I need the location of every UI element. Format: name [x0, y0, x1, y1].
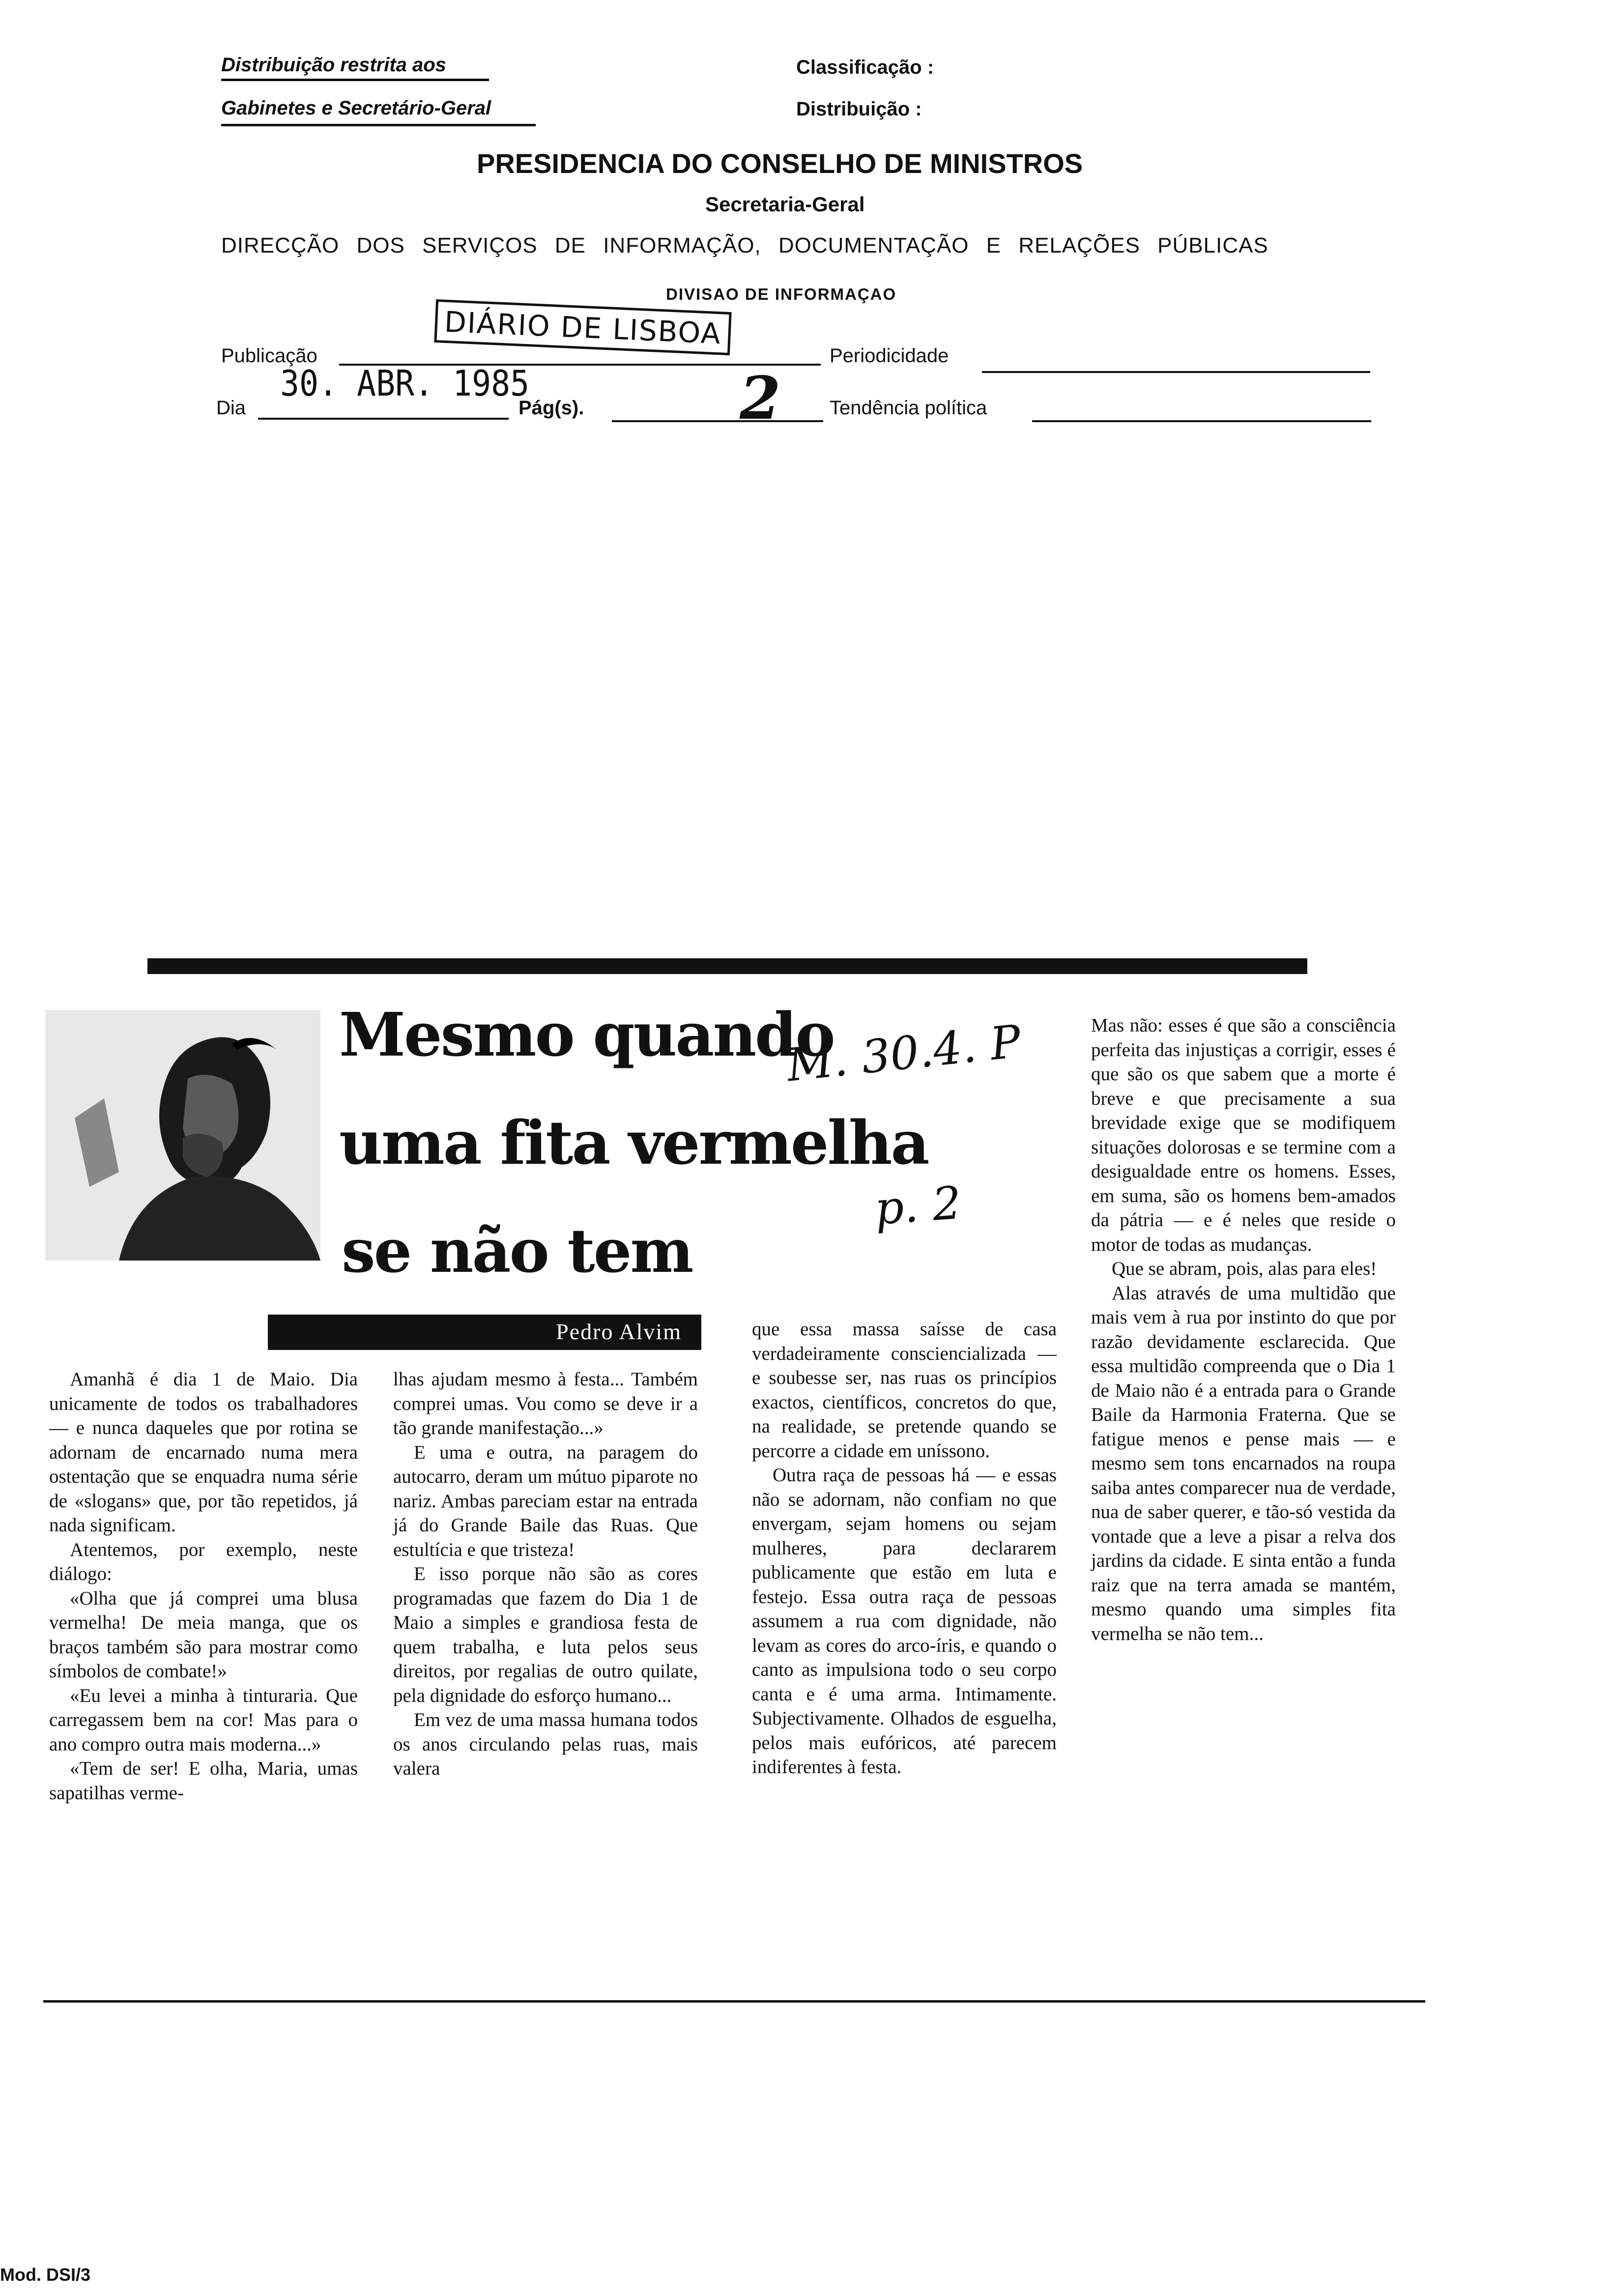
- col1-paragraph: Amanhã é dia 1 de Maio. Dia unicamente de todos os trabalhadores — e nunca daqueles que por rotina se adornam de encarnado numa mera ostentação que se enquadra numa série de «slogans» que, por tão repetidos, já nada significam.: [49, 1369, 358, 1536]
- handwritten-date-note: M. 30.4. P: [784, 1015, 1024, 1092]
- author-bar: [268, 1315, 701, 1350]
- political-tendency-field-line: [1032, 420, 1371, 422]
- publication-stamp-text: DIÁRIO DE LISBOA: [443, 305, 722, 351]
- distribution-label: Distribuição :: [796, 98, 922, 120]
- col2-paragraph: E uma e outra, na paragem do autocarro, deram um mútuo piparote no nariz. Ambas pareciam estar na entrada já do Grande Baile das Ruas. Que estultícia e que tristeza!: [393, 1441, 698, 1560]
- underline: [221, 124, 536, 126]
- top-rule-bar: [147, 958, 1307, 974]
- org-title: PRESIDENCIA DO CONSELHO DE MINISTROS: [477, 148, 1083, 179]
- distribution-note-line1: Distribuição restrita aos: [221, 54, 446, 76]
- form-code: Mod. DSI/3: [0, 2265, 91, 2285]
- date-stamp: 30. ABR. 1985: [280, 363, 530, 404]
- col1-paragraph: «Olha que já comprei uma blusa vermelha! De meia manga, que os braços também são para mostrar como símbolos de combate!»: [49, 1587, 358, 1682]
- col4-paragraph: Alas através de uma multidão que mais vem à rua por instinto do que por razão devidamente esclarecida. Que essa multidão compreenda que o Dia 1 de Maio não é a entrada para o Grande Baile da Harmonia Fraterna. Que se fatigue menos e pense mais — e mesmo sem tons encarnados na roupa saiba antes comparecer nua de verdade, nua de saber querer, e tão-só vestida da vontade que a leve a pisar a relva dos jardins da cidade. E sinta então a funda raiz que na terra amada se mantém, mesmo quando uma simples fita vermelha se não tem...: [1091, 1282, 1396, 1644]
- col3-paragraph: que essa massa saísse de casa verdadeiramente consciencializada — e soubesse ser, nas ruas os princípios exactos, científicos, concretos do que, na realidade, se pretende quando se percorre a cidade em uníssono.: [752, 1319, 1057, 1462]
- headline-line-3: se não tem: [342, 1215, 692, 1286]
- classification-label: Classificação :: [796, 57, 934, 78]
- division-line: DIVISAO DE INFORMAÇAO: [666, 285, 897, 303]
- publication-stamp: [434, 299, 731, 355]
- publication-label: Publicação: [221, 345, 317, 367]
- author-photo: [45, 1010, 320, 1261]
- pages-label: Pág(s).: [518, 397, 584, 419]
- day-field-line: [258, 418, 509, 420]
- col2-paragraph: lhas ajudam mesmo à festa... Também comprei umas. Vou como se deve ir a tão grande manifestação...»: [393, 1369, 698, 1438]
- col1-paragraph: «Tem de ser! E olha, Maria, umas sapatilhas verme-: [49, 1758, 358, 1804]
- author-name: Pedro Alvim: [556, 1319, 682, 1344]
- periodicity-label: Periodicidade: [830, 345, 949, 367]
- headline-line-1: Mesmo quando: [339, 999, 834, 1070]
- handwritten-page-note: p. 2: [873, 1176, 963, 1235]
- org-subtitle: Secretaria-Geral: [705, 193, 865, 216]
- col3-paragraph: Outra raça de pessoas há — e essas não se adornam, não confiam no que envergam, sejam homens ou sejam mulheres, para declararem publicamente que estão em luta e festejo. Essa outra raça de pessoas assumem a rua com dignidade, não levam as cores do arco-íris, e quando o canto as impulsiona todo o seu corpo canta e é uma arma. Intimamente. Subjectivamente. Olhados de esguelha, pelos mais eufóricos, até parecem indiferentes à festa.: [752, 1464, 1057, 1778]
- article-column-4: [1091, 1013, 1396, 1646]
- periodicity-field-line: [982, 371, 1370, 373]
- bottom-rule: [43, 2000, 1425, 2003]
- col2-paragraph: Em vez de uma massa humana todos os anos circulando pelas ruas, mais valera: [393, 1709, 698, 1779]
- col4-paragraph: Mas não: esses é que são a consciência perfeita das injustiças a corrigir, esses é que são os que sabem que a morte é breve e que precisamente a sua brevidade exige que se modifiquem situações dolorosas e se termine com a desigualdade entre os homens. Esses, em suma, são os homens bem-amados da pátria — e é neles que reside o motor de todas as mudanças.: [1091, 1015, 1396, 1255]
- pages-field-line: [612, 420, 823, 422]
- col2-paragraph: E isso porque não são as cores programadas que fazem do Dia 1 de Maio a simples e grandiosa festa de quem trabalha, e luta pelos seus direitos, por regalias de outro quilate, pela dignidade do esforço humano...: [393, 1563, 698, 1706]
- underline: [221, 79, 489, 81]
- headline-line-2: uma fita vermelha: [339, 1107, 928, 1178]
- distribution-note-line2: Gabinetes e Secretário-Geral: [221, 97, 491, 119]
- directorate-line: DIRECÇÃO DOS SERVIÇOS DE INFORMAÇÃO, DOCUMENTAÇÃO E RELAÇÕES PÚBLICAS: [221, 233, 1268, 258]
- article-column-3: [752, 1317, 1057, 1779]
- political-tendency-label: Tendência política: [830, 397, 987, 419]
- day-label: Dia: [216, 397, 246, 419]
- article-column-2: [393, 1367, 698, 1781]
- pages-handwritten-value: 2: [740, 364, 781, 433]
- col1-paragraph: «Eu levei a minha à tinturaria. Que carregassem bem na cor! Mas para o ano compro outra mais moderna...»: [49, 1685, 358, 1755]
- col1-paragraph: Atentemos, por exemplo, neste diálogo:: [49, 1539, 358, 1584]
- article-column-1: [49, 1367, 358, 1805]
- col4-paragraph: Que se abram, pois, alas para eles!: [1112, 1258, 1377, 1279]
